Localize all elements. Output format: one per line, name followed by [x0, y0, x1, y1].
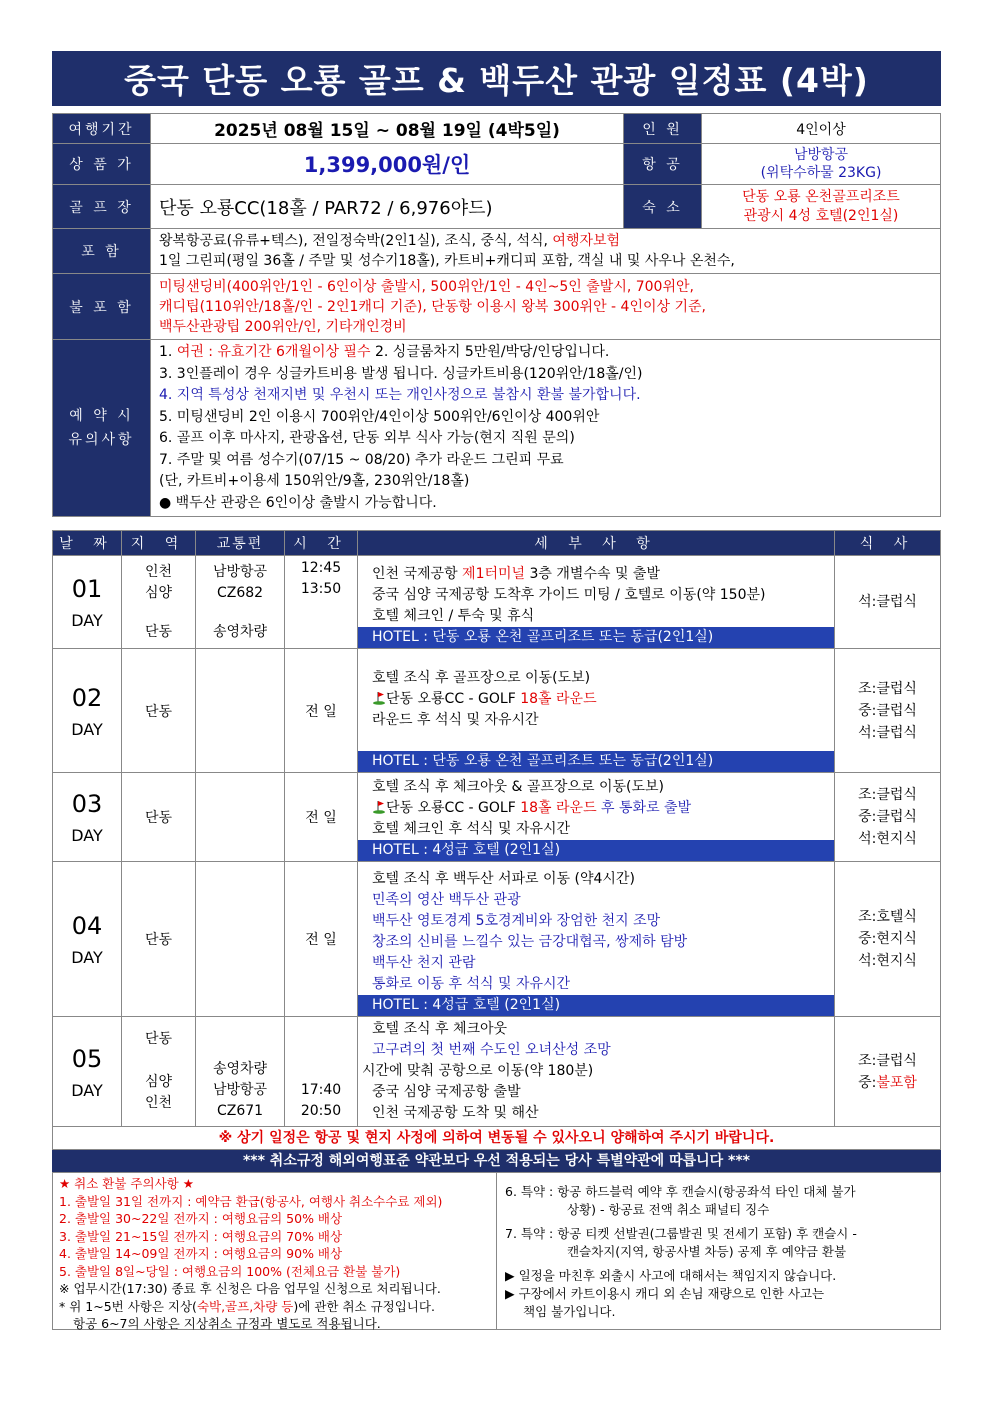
disclaimer-1: ▶ 일정을 마친후 외출시 사고에 대해서는 책임지지 않습니다. — [505, 1268, 837, 1283]
d4-line-4: 창조의 신비를 느낄수 있는 금강대협곡, 쌍제하 탐방 — [372, 934, 688, 950]
day-1-details — [358, 556, 835, 649]
cancel-note-a: * 위 1~5번 사항은 지상( — [59, 1298, 197, 1314]
region-dandong: 단동 — [144, 1031, 173, 1047]
special-6b: 상황) - 항공료 전액 취소 패널티 징수 — [567, 1202, 770, 1217]
time-depart: 12:45 — [300, 560, 342, 576]
d3-lunch: 중:클럽식 — [858, 809, 917, 825]
d5-line-4: 중국 심양 국제공항 출발 — [372, 1084, 521, 1100]
exclude-value — [151, 274, 941, 340]
d3-breakfast: 조:클럽식 — [858, 787, 917, 803]
day-2-time: 전 일 — [285, 649, 358, 773]
time-arrive: 13:50 — [300, 581, 342, 597]
day-word: DAY — [71, 611, 103, 631]
day-word: DAY — [71, 719, 103, 739]
note-1-prefix: 1. — [159, 344, 177, 360]
day-2-transport — [196, 649, 285, 773]
d4-line-6: 통화로 이동 후 석식 및 자유시간 — [372, 976, 571, 992]
people-label: 인 원 — [624, 114, 702, 144]
day-1-time — [285, 556, 358, 649]
exclude-line-1: 미팅샌딩비(400위안/1인 - 6인이상 출발시, 500위안/1인 - 4인~5인 출발시, 700위안, — [159, 278, 694, 295]
day-1-row — [53, 556, 941, 649]
d2-line-2: 단동 오룡CC - GOLF — [386, 691, 521, 707]
note-1-passport: 여권 : 유효기간 6개월이상 필수 — [176, 344, 371, 360]
day-5-number: 05 — [71, 1044, 103, 1073]
transport-airline: 남방항공 — [212, 563, 268, 580]
exclude-label: 불 포 함 — [53, 274, 151, 340]
hotel-value — [702, 185, 941, 229]
include-value — [151, 229, 941, 274]
day-4-time: 전 일 — [285, 862, 358, 1017]
header-meal: 식 사 — [835, 531, 941, 556]
d2-dinner: 석:클럽식 — [858, 724, 917, 741]
d4-line-1: 호텔 조식 후 백두산 서파로 이동 (약4시간) — [372, 871, 635, 887]
day-2-number: 02 — [71, 683, 103, 712]
price-value: 1,399,000원/인 — [151, 144, 624, 185]
d1-line-1: 인천 국제공항 — [372, 566, 463, 582]
d4-lunch: 중:현지식 — [858, 931, 917, 947]
day-4-meal — [835, 862, 941, 1017]
day-4-row — [53, 862, 941, 1017]
d5-lunch-excluded: 불포함 — [876, 1074, 917, 1091]
hotel-tour: 관광시 4성 호텔(2인1실) — [743, 207, 899, 224]
include-line-1: 왕복항공료(유류+텍스), 전일정숙박(2인1실), 조식, 중식, 석식, — [159, 233, 553, 249]
d4-dinner: 석:현지식 — [858, 953, 917, 969]
d5-line-1: 호텔 조식 후 체크아웃 — [372, 1021, 508, 1037]
day-2-row — [53, 649, 941, 773]
exclude-line-2: 캐디팁(110위안/18홀/인 - 2인1캐디 기준), 단동항 이용시 왕복 300위안 - 4인이상 기준, — [159, 298, 706, 315]
day-word: DAY — [71, 826, 103, 846]
day-2-meal — [835, 649, 941, 773]
day-4-transport — [196, 862, 285, 1017]
d2-breakfast: 조:클럽식 — [858, 680, 917, 697]
disclaimer-2b: 책임 불가입니다. — [523, 1304, 616, 1319]
cancel-note-air: 항공 6~7의 사항은 지상취소 규정과 별도로 적용됩니다. — [73, 1316, 381, 1331]
note-7: 7. 주말 및 여름 성수기(07/15 ~ 08/20) 추가 라운드 그린피 무료 — [159, 451, 564, 468]
special-7b: 캔슬차지(지역, 항공사별 차등) 공제 후 예약금 환불 — [567, 1244, 847, 1259]
special-6: 6. 특약 : 항공 하드블럭 예약 후 캔슬시(항공좌석 타인 대체 불가 — [505, 1184, 856, 1199]
period-label: 여행기간 — [53, 114, 151, 144]
people-value: 4인이상 — [702, 114, 941, 144]
cancel-policy-left — [53, 1173, 497, 1329]
day-5-details — [358, 1017, 835, 1127]
cancel-rule-1: 1. 출발일 31일 전까지 : 예약금 환급(항공사, 여행사 취소수수료 제외) — [59, 1193, 443, 1209]
note-8: ● 백두산 관광은 6인이상 출발시 가능합니다. — [159, 494, 437, 511]
day-3-meal — [835, 773, 941, 862]
transport-airline: 남방항공 — [212, 1082, 268, 1098]
day-1-region — [122, 556, 196, 649]
header-region: 지 역 — [122, 531, 196, 556]
transport-shuttle: 송영차량 — [212, 1061, 268, 1077]
info-table — [52, 113, 941, 517]
region-shenyang: 심양 — [144, 1074, 173, 1090]
cancel-rule-5: 5. 출발일 8일~당일 : 여행요금의 100% (전체요금 환불 불가) — [59, 1263, 401, 1279]
day-5-label — [53, 1017, 122, 1127]
d4-line-5: 백두산 천지 관람 — [372, 955, 476, 971]
day-3-region: 단동 — [122, 773, 196, 862]
header-date: 날 짜 — [53, 531, 122, 556]
d4-line-3: 백두산 영토경계 5호경계비와 장엄한 천지 조망 — [372, 913, 661, 929]
d1-terminal: 제1터미널 — [462, 566, 526, 582]
region-dandong: 단동 — [144, 623, 173, 640]
d4-breakfast: 조:호텔식 — [858, 909, 917, 925]
include-label: 포 함 — [53, 229, 151, 274]
day-3-number: 03 — [71, 790, 103, 818]
d5-line-3: 시간에 맞춰 공항으로 이동(약 180분) — [362, 1063, 594, 1079]
d4-hotel-bar: HOTEL : 4성급 호텔 (2인1실) — [358, 995, 834, 1016]
d3-round: 18홀 라운드 — [520, 800, 602, 816]
day-4-details — [358, 862, 835, 1017]
cancel-policy — [52, 1172, 941, 1330]
d2-hotel-bar: HOTEL : 단동 오룡 온천 골프리조트 또는 동급(2인1실) — [358, 751, 834, 772]
d3-line-3: 호텔 체크인 후 석식 및 자유시간 — [372, 821, 571, 837]
d5-lunch: 중: — [858, 1074, 877, 1091]
note-3: 3. 3인플레이 경우 싱글카트비용 발생 됩니다. 싱글카트비용(120위안/18홀/인) — [159, 365, 643, 382]
d3-dinner: 석:현지식 — [858, 831, 917, 847]
d3-line-2: 단동 오룡CC - GOLF — [386, 800, 521, 816]
note-4: 4. 지역 특성상 천재지변 및 우천시 또는 개인사정으로 불참시 환불 불가합니다. — [159, 387, 641, 403]
cancel-policy-right — [497, 1173, 940, 1329]
region-shenyang: 심양 — [144, 584, 173, 601]
price-label: 상 품 가 — [53, 144, 151, 185]
golf-flag-icon — [372, 800, 386, 814]
cancel-note-items: 숙박,골프,차량 등 — [196, 1298, 294, 1314]
day-3-time: 전 일 — [285, 773, 358, 862]
header-details: 세 부 사 항 — [358, 531, 835, 556]
day-3-transport — [196, 773, 285, 862]
day-2-region: 단동 — [122, 649, 196, 773]
day-3-row — [53, 773, 941, 862]
cancel-rule-2: 2. 출발일 30~22일 전까지 : 여행요금의 50% 배상 — [59, 1211, 343, 1226]
note-7-detail: (단, 카트비+이용세 150위안/9홀, 230위안/18홀) — [159, 473, 470, 489]
cancel-business-hours: ※ 업무시간(17:30) 종료 후 신청은 다음 업무일 신청으로 처리됩니다. — [59, 1281, 441, 1296]
d1-line-2: 중국 심양 국제공항 도착후 가이드 미팅 / 호텔로 이동(약 150분) — [372, 587, 766, 603]
airline-baggage: (위탁수하물 23KG) — [760, 165, 882, 181]
hotel-label: 숙 소 — [624, 185, 702, 229]
period-value: 2025년 08월 15일 ~ 08월 19일 (4박5일) — [151, 114, 624, 144]
header-time: 시 간 — [285, 531, 358, 556]
time-arrive: 20:50 — [300, 1103, 342, 1119]
day-5-transport — [196, 1017, 285, 1127]
include-line-2: 1일 그린피(평일 36홀 / 주말 및 성수기18홀), 카트비+캐디피 포함, 객실 내 및 사우나 온천수, — [159, 253, 735, 269]
region-incheon: 인천 — [144, 563, 173, 580]
day-1-transport — [196, 556, 285, 649]
day-4-number: 04 — [71, 912, 103, 940]
d2-round: 18홀 라운드 — [520, 691, 597, 707]
notes-value — [151, 340, 941, 517]
day-1-label — [53, 556, 122, 649]
d3-hotel-bar: HOTEL : 4성급 호텔 (2인1실) — [358, 840, 834, 861]
d5-breakfast: 조:클럽식 — [858, 1052, 917, 1069]
schedule-change-notice: ※ 상기 일정은 항공 및 현지 사정에 의하여 변동될 수 있사오니 양해하여 주시기 바랍니다. — [52, 1126, 941, 1150]
d1-line-1b: 3층 개별수속 및 출발 — [525, 566, 660, 582]
notes-label-2: 유의사항 — [68, 432, 135, 448]
d5-line-5: 인천 국제공항 도착 및 해산 — [372, 1105, 539, 1121]
note-2: 2. 싱글룸차지 5만원/박당/인당입니다. — [370, 344, 610, 360]
transport-shuttle: 송영차량 — [212, 623, 268, 640]
cancel-policy-banner: *** 취소규정 해외여행표준 약관보다 우선 적용되는 당사 특별약관에 따릅니다 *** — [52, 1150, 941, 1172]
day-word: DAY — [71, 1080, 103, 1100]
disclaimer-2: ▶ 구장에서 카트이용시 캐디 외 손님 재량으로 인한 사고는 — [505, 1286, 825, 1301]
exclude-line-3: 백두산관광팁 200위안/인, 기타개인경비 — [159, 318, 407, 335]
transport-flight: CZ682 — [216, 584, 264, 601]
cancel-rule-3: 3. 출발일 21~15일 전까지 : 여행요금의 70% 배상 — [59, 1228, 343, 1244]
day-5-row — [53, 1017, 941, 1127]
airline-value — [702, 144, 941, 185]
header-transport: 교통편 — [196, 531, 285, 556]
d1-hotel-bar: HOTEL : 단동 오룡 온천 골프리조트 또는 동급(2인1실) — [358, 627, 834, 648]
golf-label: 골 프 장 — [53, 185, 151, 229]
golf-value: 단동 오룡CC(18홀 / PAR72 / 6,976야드) — [151, 185, 624, 229]
d5-line-2: 고구려의 첫 번째 수도인 오녀산성 조망 — [372, 1042, 611, 1058]
cancel-note-b: )에 관한 취소 규정입니다. — [293, 1298, 435, 1314]
special-7: 7. 특약 : 항공 티켓 선발권(그룹발권 및 전세기 포함) 후 캔슬시 - — [505, 1226, 857, 1241]
day-2-label — [53, 649, 122, 773]
d2-lunch: 중:클럽식 — [858, 702, 917, 719]
day-word: DAY — [71, 948, 103, 968]
notes-label — [53, 340, 151, 517]
day-3-label — [53, 773, 122, 862]
day-5-region — [122, 1017, 196, 1127]
airline-name: 남방항공 — [793, 147, 849, 163]
day-4-region: 단동 — [122, 862, 196, 1017]
time-depart: 17:40 — [300, 1082, 342, 1098]
region-incheon: 인천 — [144, 1095, 173, 1111]
golf-flag-icon — [372, 691, 386, 705]
page-title: 중국 단동 오룡 골프 & 백두산 관광 일정표 (4박) — [52, 51, 941, 106]
d3-depart: 후 통화로 출발 — [601, 800, 692, 816]
day-3-details — [358, 773, 835, 862]
transport-flight: CZ671 — [216, 1103, 264, 1119]
cancel-title: ★ 취소 환불 주의사항 ★ — [59, 1176, 194, 1191]
day-2-details — [358, 649, 835, 773]
day-1-meal: 석:클럽식 — [835, 556, 941, 649]
d3-line-1: 호텔 조식 후 체크아웃 & 골프장으로 이동(도보) — [372, 779, 664, 795]
note-6: 6. 골프 이후 마사지, 관광옵션, 단동 외부 식사 가능(현지 직원 문의) — [159, 430, 575, 446]
include-insurance: 여행자보험 — [552, 233, 621, 249]
day-4-label — [53, 862, 122, 1017]
schedule-table — [52, 530, 941, 1127]
d2-line-1: 호텔 조식 후 골프장으로 이동(도보) — [372, 670, 591, 686]
d2-line-3: 라운드 후 석식 및 자유시간 — [372, 712, 539, 728]
cancel-rule-4: 4. 출발일 14~09일 전까지 : 여행요금의 90% 배상 — [59, 1246, 343, 1261]
day-5-time — [285, 1017, 358, 1127]
notes-label-1: 예 약 시 — [69, 408, 134, 424]
day-1-number: 01 — [71, 575, 103, 603]
note-5: 5. 미팅샌딩비 2인 이용시 700위안/4인이상 500위안/6인이상 400위안 — [159, 408, 600, 425]
airline-label: 항 공 — [624, 144, 702, 185]
day-5-meal — [835, 1017, 941, 1127]
d1-line-3: 호텔 체크인 / 투숙 및 휴식 — [372, 608, 535, 624]
d4-line-2: 민족의 영산 백두산 관광 — [372, 892, 521, 908]
hotel-name: 단동 오룡 온천골프리조트 — [742, 188, 900, 205]
